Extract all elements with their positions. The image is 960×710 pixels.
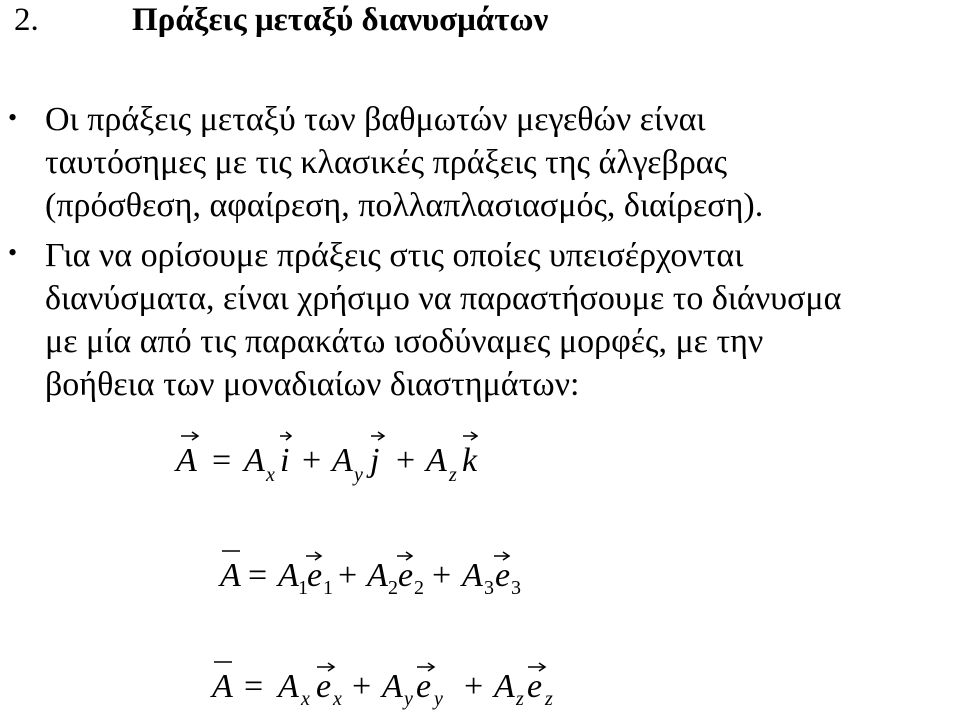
eq-subscript: x <box>266 464 275 486</box>
eq-unit-vector: e <box>398 557 414 594</box>
eq-subscript: 2 <box>414 577 424 599</box>
eq-subscript: y <box>354 464 363 486</box>
eq-subscript: 3 <box>511 577 521 599</box>
eq-plus: + <box>352 668 372 705</box>
bullet-marker: • <box>8 238 18 267</box>
eq-term: A <box>332 442 353 479</box>
eq-subscript: 1 <box>298 577 308 599</box>
eq-subscript: z <box>516 688 524 710</box>
eq-subscript: y <box>434 688 443 710</box>
eq-unit-vector: e <box>495 557 511 594</box>
eq-term: A <box>462 557 483 594</box>
bullet-line: Για να ορίσουμε πράξεις στις οποίες υπεισέρχονται <box>45 237 744 274</box>
bullet-line: διανύσματα, είναι χρήσιμο να παραστήσουμε το διάνυσμα <box>45 280 842 317</box>
eq-subscript: 3 <box>484 577 494 599</box>
bullet-line: με μία από τις παρακάτω ισοδύναμες μορφές, με την <box>45 323 764 360</box>
eq-subscript: z <box>545 688 553 710</box>
eq-term: A <box>494 668 515 705</box>
bullet-paragraph <box>45 98 763 227</box>
bullet-line: Οι πράξεις μεταξύ των βαθμωτών μεγεθών είναι <box>45 101 706 138</box>
eq-lhs: A <box>212 668 233 705</box>
eq-plus: + <box>396 442 416 479</box>
eq-subscript: x <box>301 688 310 710</box>
bullet-line: ταυτόσημες με τις κλασικές πράξεις της άλγεβρας <box>45 144 728 181</box>
eq-unit-vector: i <box>280 442 290 479</box>
eq-subscript: x <box>333 688 342 710</box>
eq-equals: = <box>244 668 264 705</box>
eq-plus: + <box>464 668 484 705</box>
eq-term: A <box>244 442 265 479</box>
eq-term: A <box>367 557 388 594</box>
eq-subscript: 1 <box>323 577 333 599</box>
eq-unit-vector: e <box>416 668 432 705</box>
eq-plus: + <box>432 557 452 594</box>
eq-term: A <box>278 668 299 705</box>
eq-lhs: A <box>176 442 197 479</box>
eq-term: A <box>426 442 447 479</box>
equation-1 <box>170 425 500 495</box>
eq-unit-vector: k <box>462 442 478 479</box>
bullet-paragraph <box>45 234 841 406</box>
eq-plus: + <box>302 442 322 479</box>
eq-unit-vector: e <box>307 557 323 594</box>
eq-unit-vector: e <box>527 668 543 705</box>
title-text: Πράξεις μεταξύ διανυσμάτων <box>132 2 549 38</box>
eq-equals: = <box>248 557 268 594</box>
bullet-line: (πρόσθεση, αφαίρεση, πολλαπλασιασμός, διαίρεση). <box>45 187 764 224</box>
equation-3 <box>206 656 586 710</box>
eq-unit-vector: e <box>316 668 332 705</box>
equation-2 <box>214 540 544 610</box>
eq-subscript: 2 <box>388 577 398 599</box>
eq-unit-vector: j <box>370 442 380 479</box>
eq-plus: + <box>338 557 358 594</box>
bullet-line: βοήθεια των μοναδιαίων διαστημάτων: <box>45 366 580 403</box>
eq-subscript: y <box>404 688 413 710</box>
eq-lhs: A <box>220 557 241 594</box>
eq-term: A <box>278 557 299 594</box>
eq-term: A <box>382 668 403 705</box>
title-number: 2. <box>14 2 39 38</box>
eq-equals: = <box>212 442 232 479</box>
eq-subscript: z <box>449 464 457 486</box>
bullet-marker: • <box>8 103 18 132</box>
